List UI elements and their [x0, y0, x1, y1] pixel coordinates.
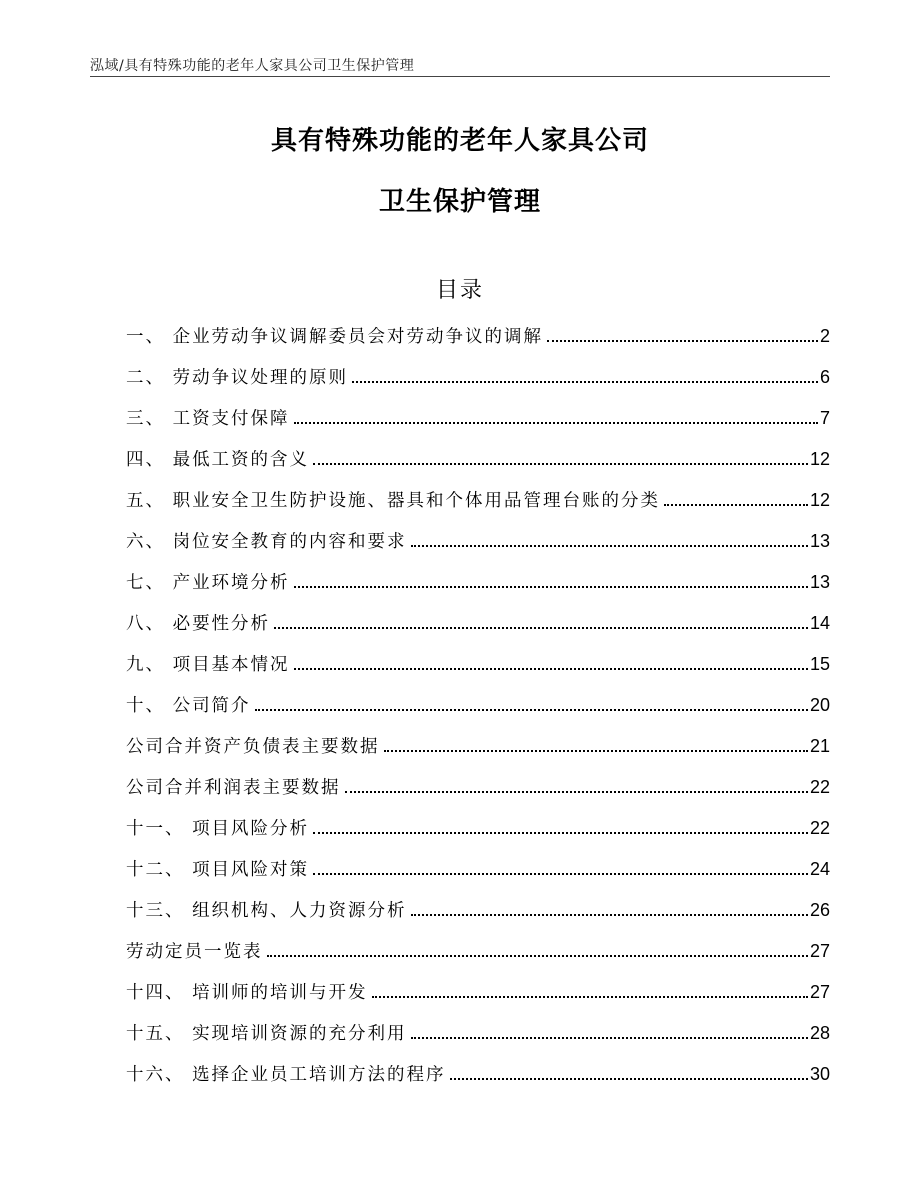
toc-entry-label: 十、 公司简介 [126, 696, 251, 716]
toc-entry-page: 12 [809, 490, 830, 510]
toc-entry-label: 八、 必要性分析 [126, 614, 271, 634]
toc-entry-label: 十二、 项目风险对策 [126, 860, 310, 880]
toc-entry-label: 十六、 选择企业员工培训方法的程序 [126, 1065, 446, 1085]
toc-entry-page: 20 [809, 695, 830, 715]
toc-leader-dots [313, 463, 808, 465]
toc-entry-page: 27 [809, 941, 830, 961]
toc-entry-label: 九、 项目基本情况 [126, 655, 290, 675]
toc-leader-dots [384, 750, 808, 752]
toc-entry-label: 二、 劳动争议处理的原则 [126, 368, 349, 388]
toc-entry-page: 14 [809, 613, 830, 633]
toc-leader-dots [411, 914, 808, 916]
toc-entry-page: 12 [809, 449, 830, 469]
document-title-line-1: 具有特殊功能的老年人家具公司 [270, 126, 649, 156]
toc-leader-dots [294, 586, 808, 588]
toc-entry[interactable] [126, 978, 830, 1019]
toc-entry-label: 十五、 实现培训资源的充分利用 [126, 1024, 407, 1044]
toc-entry-label: 五、 职业安全卫生防护设施、器具和个体用品管理台账的分类 [126, 491, 661, 511]
toc-leader-dots [255, 709, 808, 711]
toc-leader-dots [313, 832, 808, 834]
toc-entry-label: 公司合并资产负债表主要数据 [126, 737, 380, 757]
toc-leader-dots [294, 422, 818, 424]
toc-entry[interactable] [126, 527, 830, 568]
toc-leader-dots [274, 627, 808, 629]
toc-entry[interactable] [126, 363, 830, 404]
toc-entry[interactable] [126, 773, 830, 814]
toc-entry[interactable] [126, 691, 830, 732]
toc-entry-label: 十三、 组织机构、人力资源分析 [126, 901, 407, 921]
toc-entry-label: 一、 企业劳动争议调解委员会对劳动争议的调解 [126, 327, 544, 347]
toc-entry-label: 四、 最低工资的含义 [126, 450, 310, 470]
toc-entry[interactable] [126, 855, 830, 896]
toc-leader-dots [547, 340, 818, 342]
toc-entry-page: 6 [819, 367, 830, 387]
toc-entry-page: 21 [809, 736, 830, 756]
toc-leader-dots [352, 381, 818, 383]
toc-entry-page: 22 [809, 818, 830, 838]
toc-entry-label: 劳动定员一览表 [126, 942, 263, 962]
toc-leader-dots [450, 1078, 808, 1080]
toc-entry-page: 24 [809, 859, 830, 879]
toc-entry[interactable] [126, 732, 830, 773]
toc-entry[interactable] [126, 322, 830, 363]
toc-entry[interactable] [126, 445, 830, 486]
toc-entry-page: 30 [809, 1064, 830, 1084]
toc-entry-label: 十一、 项目风险分析 [126, 819, 310, 839]
toc-entry-page: 26 [809, 900, 830, 920]
toc-entry[interactable] [126, 486, 830, 527]
toc-leader-dots [345, 791, 808, 793]
toc-entry[interactable] [126, 609, 830, 650]
toc-entry[interactable] [126, 568, 830, 609]
toc-leader-dots [411, 545, 808, 547]
document-title-line-2: 卫生保护管理 [378, 187, 541, 217]
toc-leader-dots [267, 955, 808, 957]
toc-entry-page: 28 [809, 1023, 830, 1043]
toc-entry-label: 十四、 培训师的培训与开发 [126, 983, 368, 1003]
toc-leader-dots [372, 996, 808, 998]
toc-entry[interactable] [126, 814, 830, 855]
toc-leader-dots [411, 1037, 808, 1039]
toc-entry-page: 13 [809, 531, 830, 551]
toc-entry-label: 三、 工资支付保障 [126, 409, 290, 429]
toc-leader-dots [294, 668, 808, 670]
toc-entry[interactable] [126, 404, 830, 445]
toc-entry[interactable] [126, 937, 830, 978]
table-of-contents [126, 322, 830, 1101]
toc-entry[interactable] [126, 1019, 830, 1060]
toc-entry-label: 七、 产业环境分析 [126, 573, 290, 593]
toc-heading: 目录 [435, 278, 484, 303]
toc-entry-page: 13 [809, 572, 830, 592]
toc-entry[interactable] [126, 1060, 830, 1101]
toc-entry-page: 27 [809, 982, 830, 1002]
toc-entry-page: 22 [809, 777, 830, 797]
running-header: 泓域/具有特殊功能的老年人家具公司卫生保护管理 [90, 58, 415, 74]
toc-entry-page: 7 [819, 408, 830, 428]
toc-leader-dots [664, 504, 808, 506]
toc-entry-page: 15 [809, 654, 830, 674]
toc-entry-page: 2 [819, 326, 830, 346]
toc-leader-dots [313, 873, 808, 875]
toc-entry[interactable] [126, 896, 830, 937]
toc-entry[interactable] [126, 650, 830, 691]
toc-entry-label: 六、 岗位安全教育的内容和要求 [126, 532, 407, 552]
toc-entry-label: 公司合并利润表主要数据 [126, 778, 341, 798]
header-divider [90, 76, 830, 77]
